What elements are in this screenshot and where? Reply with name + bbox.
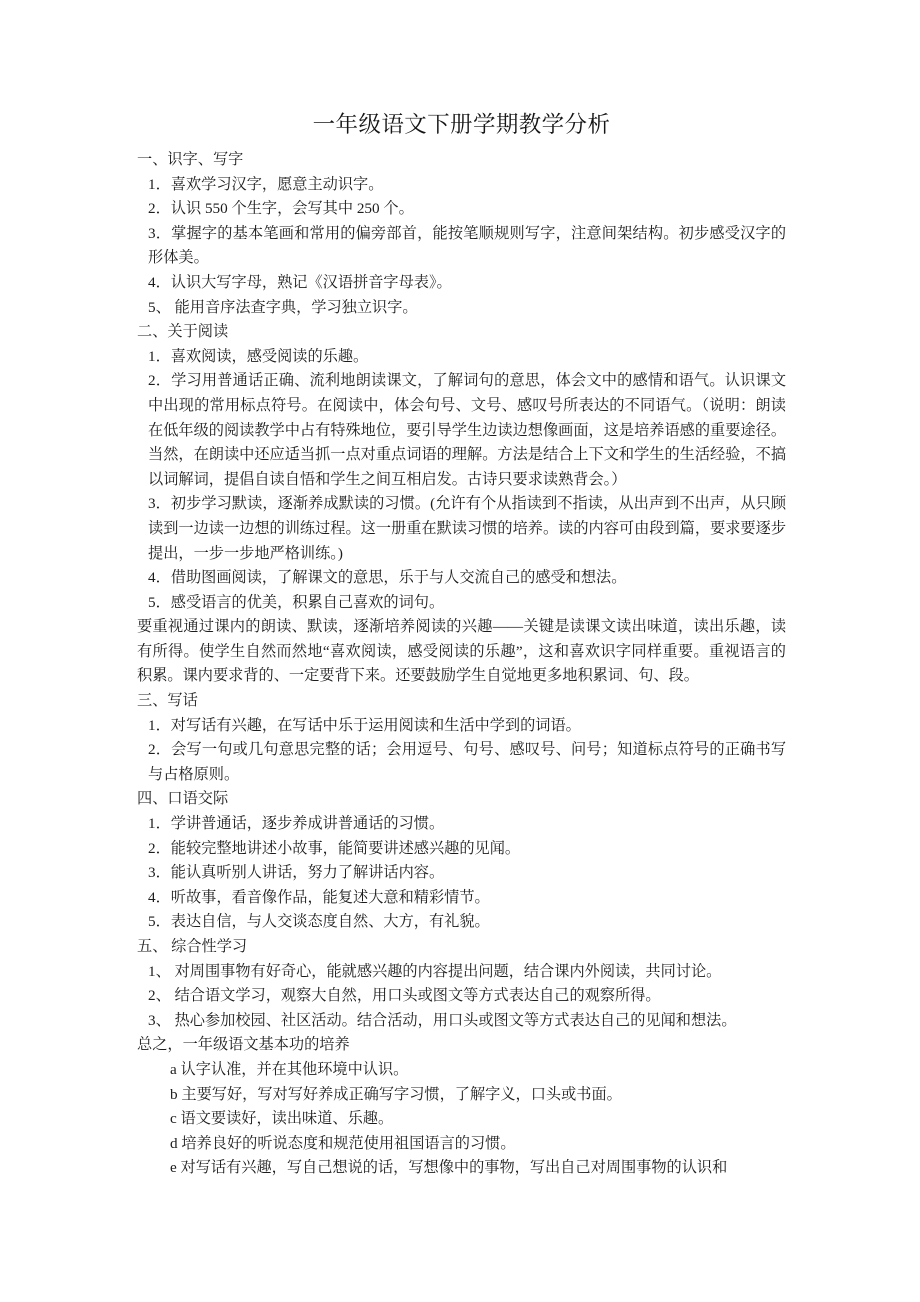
list-marker: 3． bbox=[148, 864, 171, 882]
text-run: 认识大写字母，熟记《汉语拼音字母表》。 bbox=[170, 273, 452, 291]
list-marker: e bbox=[170, 1159, 177, 1177]
list-item bbox=[137, 197, 786, 222]
list-marker: 1． bbox=[148, 815, 171, 833]
text-run: 感受语言的优美，积累自己喜欢的词句。 bbox=[170, 593, 445, 611]
text-run: 听故事，看音像作品，能复述大意和精彩情节。 bbox=[170, 888, 490, 906]
list-marker: 2． bbox=[148, 372, 172, 390]
list-marker: 2． bbox=[148, 200, 171, 218]
text-run: 表达自信，与人交谈态度自然、大方，有礼貌。 bbox=[170, 913, 490, 931]
text-run: 二、关于阅读 bbox=[137, 323, 229, 341]
list-item bbox=[137, 1132, 786, 1157]
text-run: 主要写好，写对写好养成正确写字习惯，了解字义，口头或书面。 bbox=[177, 1085, 622, 1103]
list-item bbox=[137, 296, 786, 321]
document-body bbox=[137, 108, 786, 1181]
list-marker: 3、 bbox=[148, 1011, 171, 1029]
list-marker: 4． bbox=[148, 569, 171, 587]
list-marker: 3． bbox=[148, 224, 172, 242]
list-item bbox=[137, 886, 786, 911]
list-item bbox=[137, 738, 786, 787]
text-run: 掌握字的基本笔画和常用的偏旁部首，能按笔顺规则写字，注意间架结构。初步感受汉字的形体美。 bbox=[148, 224, 787, 267]
list-item bbox=[137, 837, 786, 862]
list-item bbox=[137, 222, 786, 271]
text-run: 三、写话 bbox=[137, 692, 198, 710]
text-run: 要重视通过课内的朗读、默读，逐渐培养阅读的兴趣——关键是读课文读出味道，读出乐趣，读有所得。使学生自然而然地“喜欢阅读，感受阅读的乐趣”，这和喜欢识字同样重要。重视语言的积累。课内要求背的、一定要背下来。还要鼓励学生自觉地更多地积累词、句、段。 bbox=[137, 618, 786, 685]
text-run: 喜欢阅读，感受阅读的乐趣。 bbox=[170, 347, 369, 365]
list-marker: 5． bbox=[148, 593, 171, 611]
list-marker: d bbox=[170, 1134, 178, 1152]
document-block-list bbox=[137, 148, 786, 1181]
page-title: 一年级语文下册学期教学分析 bbox=[312, 112, 611, 137]
list-item bbox=[137, 1107, 786, 1132]
list-marker: 1． bbox=[148, 716, 171, 734]
text-run: 学讲普通话，逐步养成讲普通话的习惯。 bbox=[170, 815, 445, 833]
list-item bbox=[137, 714, 786, 739]
list-item bbox=[137, 173, 786, 198]
section-heading bbox=[137, 689, 786, 714]
text-run: 会写一句或几句意思完整的话；会用逗号、句号、感叹号、问号；知道标点符号的正确书写与占格原则。 bbox=[148, 741, 787, 783]
text-run: 学习用普通话正确、流利地朗读课文，了解词句的意思，体会文中的感情和语气。认识课文中出现的常用标点符号。在阅读中，体会句号、文号、感叹号所表达的不同语气。（说明：朗读在低年级的阅读教学中占有特殊地位，要引导学生边读边想像画面，这是培养语感的重要途径。当然，在朗读中还应适当抓一点对重点词语的理解。方法是结合上下文和学生的生活经验，不搞以词解词，提倡自读自悟和学生之间互相启发。古诗只要求读熟背会。） bbox=[148, 372, 787, 488]
list-marker: 4． bbox=[148, 888, 171, 906]
list-marker: 1、 bbox=[148, 962, 171, 980]
list-item bbox=[137, 861, 786, 886]
text-run: 能用音序法查字典，学习独立识字。 bbox=[170, 298, 418, 316]
list-item bbox=[137, 566, 786, 591]
text-run: 对写话有兴趣，写自己想说的话，写想像中的事物，写出自己对周围事物的认识和 bbox=[176, 1159, 728, 1177]
text-run: 对周围事物有好奇心，能就感兴趣的内容提出问题，结合课内外阅读，共同讨论。 bbox=[170, 962, 722, 980]
list-marker: 3． bbox=[148, 495, 171, 513]
section-heading bbox=[137, 935, 786, 960]
text-run: 结合语文学习，观察大自然，用口头或图文等方式表达自己的观察所得。 bbox=[170, 987, 661, 1005]
text-run: 借助图画阅读，了解课文的意思，乐于与人交流自己的感受和想法。 bbox=[170, 569, 627, 587]
body-paragraph bbox=[137, 615, 786, 689]
text-run: 能认真听别人讲话，努力了解讲话内容。 bbox=[170, 864, 445, 882]
list-item bbox=[137, 960, 786, 985]
list-item bbox=[137, 369, 786, 492]
text-run: 喜欢学习汉字，愿意主动识字。 bbox=[170, 175, 384, 193]
text-run: 总之，一年级语文基本功的培养 bbox=[137, 1036, 350, 1054]
section-heading bbox=[137, 787, 786, 812]
text-run: 一、识字、写字 bbox=[137, 151, 244, 168]
section-heading bbox=[137, 148, 786, 173]
text-run: 热心参加校园、社区活动。结合活动，用口头或图文等方式表达自己的见闻和想法。 bbox=[170, 1011, 737, 1029]
text-run: 对写话有兴趣，在写话中乐于运用阅读和生活中学到的词语。 bbox=[170, 716, 581, 734]
text-run: 能较完整地讲述小故事，能简要讲述感兴趣的见闻。 bbox=[170, 839, 521, 857]
list-marker: 5、 bbox=[148, 298, 171, 316]
list-item bbox=[137, 492, 786, 566]
list-item bbox=[137, 591, 786, 616]
list-item bbox=[137, 1009, 786, 1034]
list-item bbox=[137, 1156, 786, 1181]
body-paragraph bbox=[137, 1033, 786, 1058]
list-item bbox=[137, 1058, 786, 1083]
text-run: 四、口语交际 bbox=[137, 790, 229, 808]
list-marker: c bbox=[170, 1110, 177, 1128]
list-marker: 1． bbox=[148, 347, 171, 365]
list-marker: a bbox=[170, 1060, 177, 1078]
text-run: 五、 综合性学习 bbox=[137, 938, 248, 955]
list-marker: b bbox=[170, 1085, 178, 1103]
list-marker: 1． bbox=[148, 175, 171, 193]
text-run: 认字认准，并在其他环境中认识。 bbox=[176, 1060, 409, 1078]
list-item bbox=[137, 910, 786, 935]
list-item bbox=[137, 345, 786, 370]
list-marker: 4． bbox=[148, 273, 171, 291]
text-run: 初步学习默读，逐渐养成默读的习惯。(允许有个从指读到不指读，从出声到不出声，从只顾读到一边读一边想的训练过程。这一册重在默读习惯的培养。读的内容可由段到篇，要求要逐步提出，一步一步地严格训练。) bbox=[148, 495, 787, 562]
text-run: 语文要读好，读出味道、乐趣。 bbox=[176, 1110, 394, 1128]
text-run: 认识 550 个生字，会写其中 250 个。 bbox=[170, 200, 414, 218]
list-item bbox=[137, 984, 786, 1009]
list-item bbox=[137, 812, 786, 837]
list-marker: 2． bbox=[148, 741, 172, 759]
list-item bbox=[137, 271, 786, 296]
text-run: 培养良好的听说态度和规范使用祖国语言的习惯。 bbox=[177, 1134, 516, 1152]
list-marker: 5． bbox=[148, 913, 171, 931]
section-heading bbox=[137, 320, 786, 345]
list-marker: 2． bbox=[148, 839, 171, 857]
list-item bbox=[137, 1083, 786, 1108]
list-marker: 2、 bbox=[148, 987, 171, 1005]
